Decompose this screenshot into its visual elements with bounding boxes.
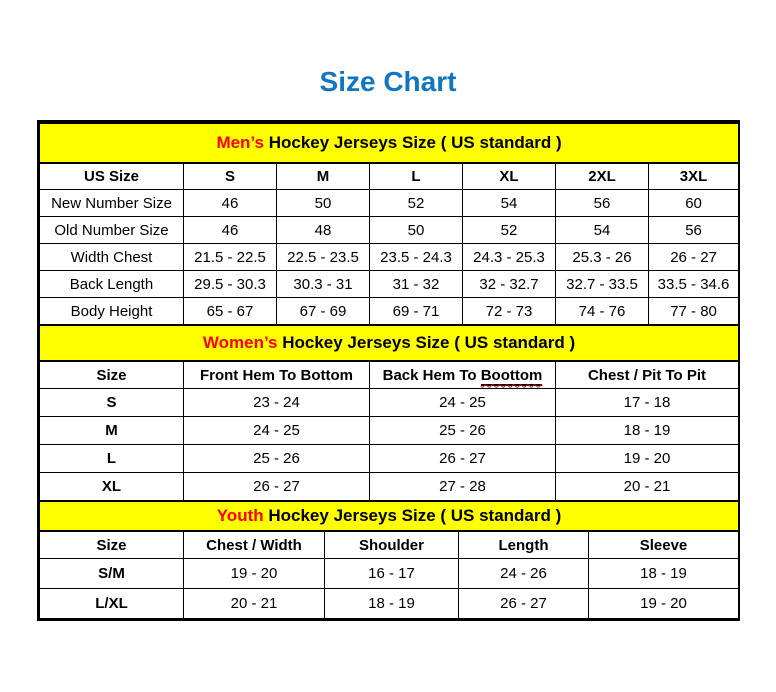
- mens-value-cell: 65 - 67: [184, 298, 277, 325]
- mens-size-table: [39, 122, 739, 325]
- womens-value-cell: 19 - 20: [556, 445, 739, 473]
- womens-value-cell: 18 - 19: [556, 417, 739, 445]
- mens-value-cell: 33.5 - 34.6: [649, 271, 739, 298]
- mens-value-cell: 32.7 - 33.5: [556, 271, 649, 298]
- mens-value-cell: 56: [649, 217, 739, 244]
- womens-value-cell: 25 - 26: [370, 417, 556, 445]
- page-title: Size Chart: [319, 66, 457, 97]
- mens-value-cell: 50: [277, 190, 370, 217]
- mens-value-cell: 52: [370, 190, 463, 217]
- mens-value-cell: 54: [463, 190, 556, 217]
- womens-value-cell: 24 - 25: [184, 417, 370, 445]
- youth-value-cell: 26 - 27: [459, 589, 589, 619]
- womens-size-table: [39, 324, 739, 501]
- misspelled-word-squiggle: Boottom: [480, 366, 543, 384]
- womens-value-cell: 26 - 27: [370, 445, 556, 473]
- mens-value-cell: 72 - 73: [463, 298, 556, 325]
- womens-table-row: [40, 417, 739, 445]
- mens-value-cell: 25.3 - 26: [556, 244, 649, 271]
- mens-column-header: L: [370, 163, 463, 190]
- youth-size-table: [39, 500, 739, 619]
- womens-row-label: L: [40, 445, 184, 473]
- mens-row-label: Width Chest: [40, 244, 184, 271]
- womens-value-cell: 25 - 26: [184, 445, 370, 473]
- youth-value-cell: 20 - 21: [184, 589, 325, 619]
- mens-row-label: Back Length: [40, 271, 184, 298]
- womens-column-header: Back Hem To Boottom: [370, 361, 556, 389]
- mens-value-cell: 46: [184, 190, 277, 217]
- mens-value-cell: 21.5 - 22.5: [184, 244, 277, 271]
- womens-value-cell: 17 - 18: [556, 389, 739, 417]
- mens-table-row: [40, 271, 739, 298]
- womens-table-row: [40, 445, 739, 473]
- mens-column-header: XL: [463, 163, 556, 190]
- womens-row-label: S: [40, 389, 184, 417]
- mens-value-cell: 22.5 - 23.5: [277, 244, 370, 271]
- mens-value-cell: 48: [277, 217, 370, 244]
- mens-table-row: [40, 298, 739, 325]
- womens-column-header: Size: [40, 361, 184, 389]
- mens-value-cell: 31 - 32: [370, 271, 463, 298]
- womens-section-band: Women’s Hockey Jerseys Size ( US standard ): [40, 325, 739, 361]
- mens-value-cell: 46: [184, 217, 277, 244]
- womens-value-cell: 24 - 25: [370, 389, 556, 417]
- mens-table-row: [40, 244, 739, 271]
- youth-column-header: Size: [40, 531, 184, 559]
- mens-row-label: Old Number Size: [40, 217, 184, 244]
- mens-column-header: 2XL: [556, 163, 649, 190]
- youth-band-highlight: Youth: [216, 506, 264, 525]
- mens-value-cell: 67 - 69: [277, 298, 370, 325]
- youth-column-header: Sleeve: [589, 531, 739, 559]
- mens-value-cell: 77 - 80: [649, 298, 739, 325]
- womens-value-cell: 27 - 28: [370, 473, 556, 501]
- womens-value-cell: 20 - 21: [556, 473, 739, 501]
- youth-column-header: Length: [459, 531, 589, 559]
- mens-value-cell: 52: [463, 217, 556, 244]
- mens-value-cell: 69 - 71: [370, 298, 463, 325]
- mens-value-cell: 23.5 - 24.3: [370, 244, 463, 271]
- youth-value-cell: 18 - 19: [589, 559, 739, 589]
- womens-value-cell: 23 - 24: [184, 389, 370, 417]
- mens-band-highlight: Men’s: [216, 133, 264, 152]
- mens-value-cell: 29.5 - 30.3: [184, 271, 277, 298]
- mens-table-row: [40, 217, 739, 244]
- mens-section-band: Men’s Hockey Jerseys Size ( US standard ): [40, 123, 739, 163]
- mens-value-cell: 26 - 27: [649, 244, 739, 271]
- mens-table-row: [40, 190, 739, 217]
- mens-value-cell: 54: [556, 217, 649, 244]
- mens-row-label: New Number Size: [40, 190, 184, 217]
- womens-column-header: Front Hem To Bottom: [184, 361, 370, 389]
- mens-column-header: M: [277, 163, 370, 190]
- youth-value-cell: 18 - 19: [325, 589, 459, 619]
- youth-column-header: Chest / Width: [184, 531, 325, 559]
- mens-value-cell: 74 - 76: [556, 298, 649, 325]
- youth-table-row: [40, 559, 739, 589]
- mens-value-cell: 32 - 32.7: [463, 271, 556, 298]
- mens-value-cell: 56: [556, 190, 649, 217]
- mens-value-cell: 50: [370, 217, 463, 244]
- mens-column-header: US Size: [40, 163, 184, 190]
- youth-value-cell: 16 - 17: [325, 559, 459, 589]
- youth-value-cell: 24 - 26: [459, 559, 589, 589]
- youth-value-cell: 19 - 20: [184, 559, 325, 589]
- youth-row-label: L/XL: [40, 589, 184, 619]
- youth-table-row: [40, 589, 739, 619]
- mens-value-cell: 60: [649, 190, 739, 217]
- mens-value-cell: 30.3 - 31: [277, 271, 370, 298]
- mens-row-label: Body Height: [40, 298, 184, 325]
- womens-row-label: M: [40, 417, 184, 445]
- size-chart-tables: [37, 120, 740, 621]
- womens-table-row: [40, 389, 739, 417]
- mens-column-header: S: [184, 163, 277, 190]
- womens-value-cell: 26 - 27: [184, 473, 370, 501]
- womens-table-row: [40, 473, 739, 501]
- mens-value-cell: 24.3 - 25.3: [463, 244, 556, 271]
- mens-column-header: 3XL: [649, 163, 739, 190]
- youth-section-band: Youth Hockey Jerseys Size ( US standard ): [40, 501, 739, 531]
- womens-column-header: Chest / Pit To Pit: [556, 361, 739, 389]
- youth-value-cell: 19 - 20: [589, 589, 739, 619]
- womens-band-highlight: Women’s: [202, 333, 278, 352]
- youth-column-header: Shoulder: [325, 531, 459, 559]
- womens-row-label: XL: [40, 473, 184, 501]
- youth-row-label: S/M: [40, 559, 184, 589]
